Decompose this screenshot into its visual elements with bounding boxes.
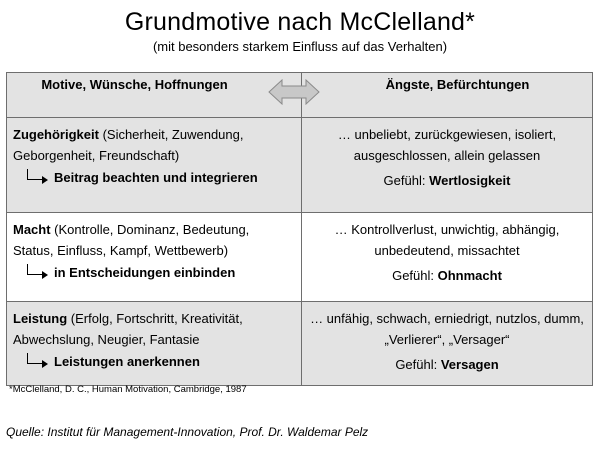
motive-name: Leistung — [13, 311, 68, 326]
feeling-line — [310, 170, 584, 191]
footnote: *McClelland, D. C., Human Motivation, Cambridge, 1987 — [9, 384, 247, 395]
feeling-value: Wertlosigkeit — [429, 173, 511, 188]
feeling-label: Gefühl: — [383, 173, 430, 188]
feeling-line — [310, 265, 584, 286]
action-line — [13, 351, 293, 372]
corner-arrow-icon — [27, 264, 42, 275]
feeling-label: Gefühl: — [395, 357, 441, 372]
action-line — [13, 262, 293, 283]
table-row — [7, 213, 593, 302]
motive-text — [13, 308, 293, 350]
fears-cell — [302, 213, 593, 302]
action-text: in Entscheidungen einbinden — [54, 265, 236, 280]
source-citation: Quelle: Institut für Management-Innovation, Prof. Dr. Waldemar Pelz — [6, 425, 369, 439]
corner-arrow-icon — [27, 353, 42, 364]
action-text: Leistungen anerkennen — [54, 354, 200, 369]
motive-cell — [7, 118, 302, 213]
page-title: Grundmotive nach McClelland* — [124, 8, 476, 36]
fears-text: … unbeliebt, zurückgewiesen, isoliert, ausgeschlossen, allein gelassen — [337, 127, 557, 163]
fears-cell — [302, 302, 593, 386]
table-row — [7, 302, 593, 386]
fears-cell — [302, 118, 593, 213]
action-line — [13, 167, 293, 188]
fears-text: … unfähig, schwach, erniedrigt, nutzlos, dumm, „Verlierer“, „Versager“ — [310, 311, 584, 347]
motive-detail: (Erfolg, Fortschritt, Kreativität, Abwechslung, Neugier, Fantasie — [13, 311, 243, 347]
feeling-line — [310, 354, 584, 375]
header-motives: Motive, Wünsche, Hoffnungen — [7, 73, 302, 118]
motive-text — [13, 124, 293, 166]
motives-table — [6, 72, 593, 386]
table-row — [7, 118, 593, 213]
action-text: Beitrag beachten und integrieren — [54, 170, 258, 185]
motive-cell — [7, 213, 302, 302]
feeling-value: Ohnmacht — [437, 268, 502, 283]
motive-text — [13, 219, 293, 261]
motive-detail: (Kontrolle, Dominanz, Bedeutung, Status, Einfluss, Kampf, Wettbewerb) — [13, 222, 250, 258]
header-fears: Ängste, Befürchtungen — [302, 73, 593, 118]
motive-name: Macht — [13, 222, 51, 237]
motive-cell — [7, 302, 302, 386]
fears-text: … Kontrollverlust, unwichtig, abhängig, unbedeutend, missachtet — [334, 222, 560, 258]
double-arrow-icon — [268, 79, 320, 105]
feeling-value: Versagen — [440, 357, 499, 372]
corner-arrow-icon — [27, 169, 42, 180]
feeling-label: Gefühl: — [392, 268, 438, 283]
motive-detail: (Sicherheit, Zuwendung, Geborgenheit, Freundschaft) — [13, 127, 244, 163]
page-subtitle: (mit besonders starkem Einfluss auf das Verhalten) — [152, 39, 448, 54]
motive-name: Zugehörigkeit — [13, 127, 99, 142]
